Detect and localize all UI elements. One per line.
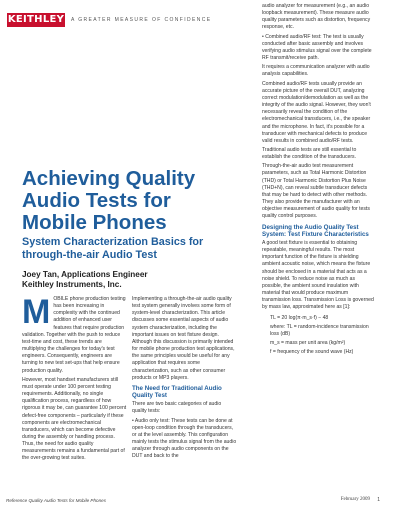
bullet-item: • Audio only test: These tests can be done at open-loop condition through the transducers, or at the level assembly. This configuration mainly tests the stimulus signal from the audio analyzer through audio components on the DUT and back to the: [132, 417, 237, 460]
formula-legend: f = frequency of the sound wave (Hz): [270, 349, 354, 356]
footer-caption: Reference Quality Audio Tests for Mobile Phones: [6, 498, 107, 503]
paragraph: Implementing a through-the-air audio quality test system generally involves some form of system-level characterization. This article discusses some essential aspects of audio system characterization, including the important issues on test fixture design. Although this discussion is primarily intended for mobile phone production test applications, the same principles would be useful for any application that requires some characterization, such as other consumer products or MP3 players.: [132, 296, 235, 381]
paragraph: A good test fixture is essential to obtaining repeatable, meaningful results. The most important function of the fixture is shielding ambient acoustic noise, which means the fixture should be enclosed in a material that acts as a noise shield. To reduce noise as much as possible, the ambient sound insulation with material that would produce maximum transmission loss. Transmission Loss is governed by mass law, approximated here as [1]:: [262, 239, 374, 311]
paragraph: audio analyzer for measurement (e.g., an audio loopback measurement). These measure audio quality parameters such as distortion, frequency response, etc.: [262, 3, 371, 31]
formula-legend: where: TL = random-incidence transmission loss (dB): [270, 323, 369, 337]
paragraph-text: OBILE phone production testing has been increasing in complexity with the continued addition of enhanced user features that require production validation. Together with the push to reduce test-time and cost, these trends are multiplying the challenges for today's test engineers. Consequently, engineers are turning to new test set-ups that help ensure production quality.: [22, 296, 126, 374]
author-block: [22, 270, 237, 290]
paragraph: Through-the-air audio test measurement parameters, such as Total Harmonic Distortion (THD) or Total Harmonic Distortion Plus Noise (THD+N), can reveal subtle transducer defects that may be hard to detect with other methods. They also provide the manufacturer with an objective measurement of audio quality for tests quality control purposes.: [262, 163, 370, 220]
page-number: 1: [377, 497, 380, 503]
author-name: Joey Tan, Applications Engineer: [22, 270, 148, 279]
author-company: Keithley Instruments, Inc.: [22, 280, 122, 289]
paragraph: [22, 293, 127, 375]
column-2: [132, 296, 237, 463]
header-bar: [7, 13, 267, 27]
section-heading: The Need for Traditional Audio Quality Test: [132, 384, 222, 400]
paragraph: However, most handset manufacturers still must operate under 100 percent testing requirements. Additionally, no single qualification process, regardless of how rigorous it may be, can guarantee 100 percent defect-free components – particularly if these components are electromechanical transducers, which can become defective during the assembly or handling process. Thus, the need for audio quality measurements remains a fundamental part of the over-growing test suites.: [22, 376, 127, 462]
paragraph: Combined audio/RF tests usually provide an accurate picture of the overall DUT, analyzing correct modulation/demodulation as well as the integrity of the audio signal. However, they won't necessarily reveal the condition of the electromechanical transducers, i.e., the speaker and the microphone. In fact, it's possible for a transducer with mechanical defects to produce valid results in combined audio/RF tests.: [262, 80, 371, 144]
article-subtitle: System Characterization Basics for through-the-air Audio Test: [22, 236, 204, 261]
bullet-item: • Combined audio/RF test: The test is usually conducted after basic assembly and involves verifying audio stimulus signal over the complete RF transmit/receive path.: [262, 33, 372, 62]
column-3: [262, 3, 374, 358]
paragraph: Traditional audio tests are still essential to establish the condition of the transducers.: [262, 146, 357, 161]
column-1: [22, 293, 127, 465]
paragraph: It requires a communication analyzer with audio analysis capabilities.: [262, 64, 370, 78]
tagline: A GREATER MEASURE OF CONFIDENCE: [71, 17, 212, 23]
paragraph: There are two basic categories of audio quality tests:: [132, 401, 222, 415]
formula: TL = 20 log(π·m_s·f) − 48: [270, 314, 329, 321]
section-heading: Designing the Audio Quality Test System: Test Fixture Characteristics: [262, 223, 369, 238]
drop-cap: M: [22, 293, 51, 331]
footer-date: February 2009: [340, 497, 370, 502]
formula-legend: m_s = mass per unit area (kg/m²): [270, 339, 346, 346]
article-title: Achieving Quality Audio Tests for Mobile Phones: [22, 167, 196, 234]
keithley-logo: KEITHLEY: [7, 14, 65, 25]
